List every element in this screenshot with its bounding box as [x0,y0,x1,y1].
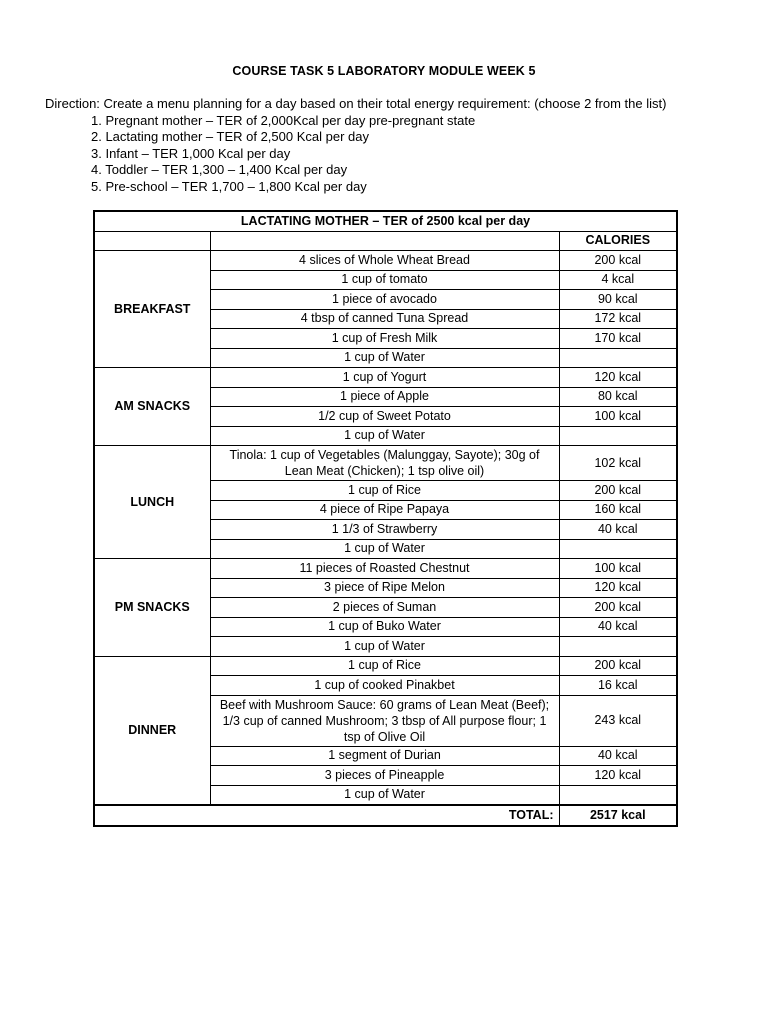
food-item: 1/2 cup of Sweet Potato [210,407,559,427]
calorie-value: 243 kcal [559,695,677,746]
option-item: 5. Pre-school – TER 1,700 – 1,800 Kcal per day [91,178,367,194]
meal-label: DINNER [94,656,210,805]
table-row [94,251,677,271]
food-item: 1 cup of cooked Pinakbet [210,676,559,696]
food-item: 4 slices of Whole Wheat Bread [210,251,559,271]
calorie-value: 80 kcal [559,387,677,407]
food-item: 1 cup of Water [210,785,559,805]
food-item: 4 tbsp of canned Tuna Spread [210,309,559,329]
food-item: 1 cup of Fresh Milk [210,329,559,349]
total-label: TOTAL: [94,805,559,826]
option-item: 4. Toddler – TER 1,300 – 1,400 Kcal per day [91,162,348,177]
direction-block [45,96,666,195]
empty-header-cell [210,231,559,251]
column-header-row [94,231,677,251]
table-heading-row [94,211,677,231]
table-row [94,446,677,481]
calorie-value: 120 kcal [559,766,677,786]
food-item: Tinola: 1 cup of Vegetables (Malunggay, Sayote); 30g of Lean Meat (Chicken); 1 tsp olive oil) [210,446,559,481]
food-item: 1 cup of Water [210,637,559,657]
food-item: 2 pieces of Suman [210,598,559,618]
food-item: 1 cup of Water [210,348,559,368]
calorie-value: 100 kcal [559,559,677,579]
menu-table [93,210,678,827]
calorie-value: 120 kcal [559,368,677,388]
food-item: 3 piece of Ripe Melon [210,578,559,598]
calorie-value: 40 kcal [559,746,677,766]
food-item: 1 cup of Buko Water [210,617,559,637]
calorie-value: 200 kcal [559,251,677,271]
calorie-value [559,785,677,805]
calorie-value: 40 kcal [559,520,677,540]
calorie-value [559,637,677,657]
food-item: 1 cup of tomato [210,270,559,290]
food-item: 1 cup of Rice [210,656,559,676]
food-item: 1 cup of Water [210,426,559,446]
calorie-value [559,348,677,368]
food-item: 1 cup of Yogurt [210,368,559,388]
calorie-value: 200 kcal [559,656,677,676]
meal-label: LUNCH [94,446,210,559]
direction-text: Direction: Create a menu planning for a day based on their total energy requirement: (choose 2 from the list) [45,96,667,111]
calorie-value: 172 kcal [559,309,677,329]
calories-header: CALORIES [559,231,677,251]
food-item: 1 piece of avocado [210,290,559,310]
meal-label: AM SNACKS [94,368,210,446]
table-row [94,656,677,676]
options-list [45,113,666,196]
food-item: 4 piece of Ripe Papaya [210,500,559,520]
food-item: 1 cup of Rice [210,481,559,501]
calorie-value: 170 kcal [559,329,677,349]
food-item: 1 segment of Durian [210,746,559,766]
food-item: 1 1/3 of Strawberry [210,520,559,540]
table-heading: LACTATING MOTHER – TER of 2500 kcal per day [94,211,677,231]
food-item: 1 cup of Water [210,539,559,559]
meal-label: PM SNACKS [94,559,210,657]
calorie-value: 120 kcal [559,578,677,598]
table-row [94,559,677,579]
food-item: 1 piece of Apple [210,387,559,407]
calorie-value: 90 kcal [559,290,677,310]
total-value: 2517 kcal [559,805,677,826]
calorie-value: 100 kcal [559,407,677,427]
calorie-value: 40 kcal [559,617,677,637]
calorie-value: 200 kcal [559,598,677,618]
option-item: 3. Infant – TER 1,000 Kcal per day [91,145,291,161]
calorie-value: 200 kcal [559,481,677,501]
option-item: 2. Lactating mother – TER of 2,500 Kcal per day [91,129,369,144]
calorie-value: 16 kcal [559,676,677,696]
calorie-value [559,426,677,446]
calorie-value [559,539,677,559]
calorie-value: 102 kcal [559,446,677,481]
food-item: 3 pieces of Pineapple [210,766,559,786]
meal-label: BREAKFAST [94,251,210,368]
empty-header-cell [94,231,210,251]
option-item: 1. Pregnant mother – TER of 2,000Kcal per day pre-pregnant state [91,112,476,128]
menu-table-body [94,211,677,826]
food-item: Beef with Mushroom Sauce: 60 grams of Lean Meat (Beef); 1/3 cup of canned Mushroom; 3 tbsp of All purpose flour; 1 tsp of Olive Oil [210,695,559,746]
page-title: COURSE TASK 5 LABORATORY MODULE WEEK 5 [232,64,536,78]
food-item: 11 pieces of Roasted Chestnut [210,559,559,579]
table-row [94,368,677,388]
calorie-value: 4 kcal [559,270,677,290]
calorie-value: 160 kcal [559,500,677,520]
total-row [94,805,677,826]
